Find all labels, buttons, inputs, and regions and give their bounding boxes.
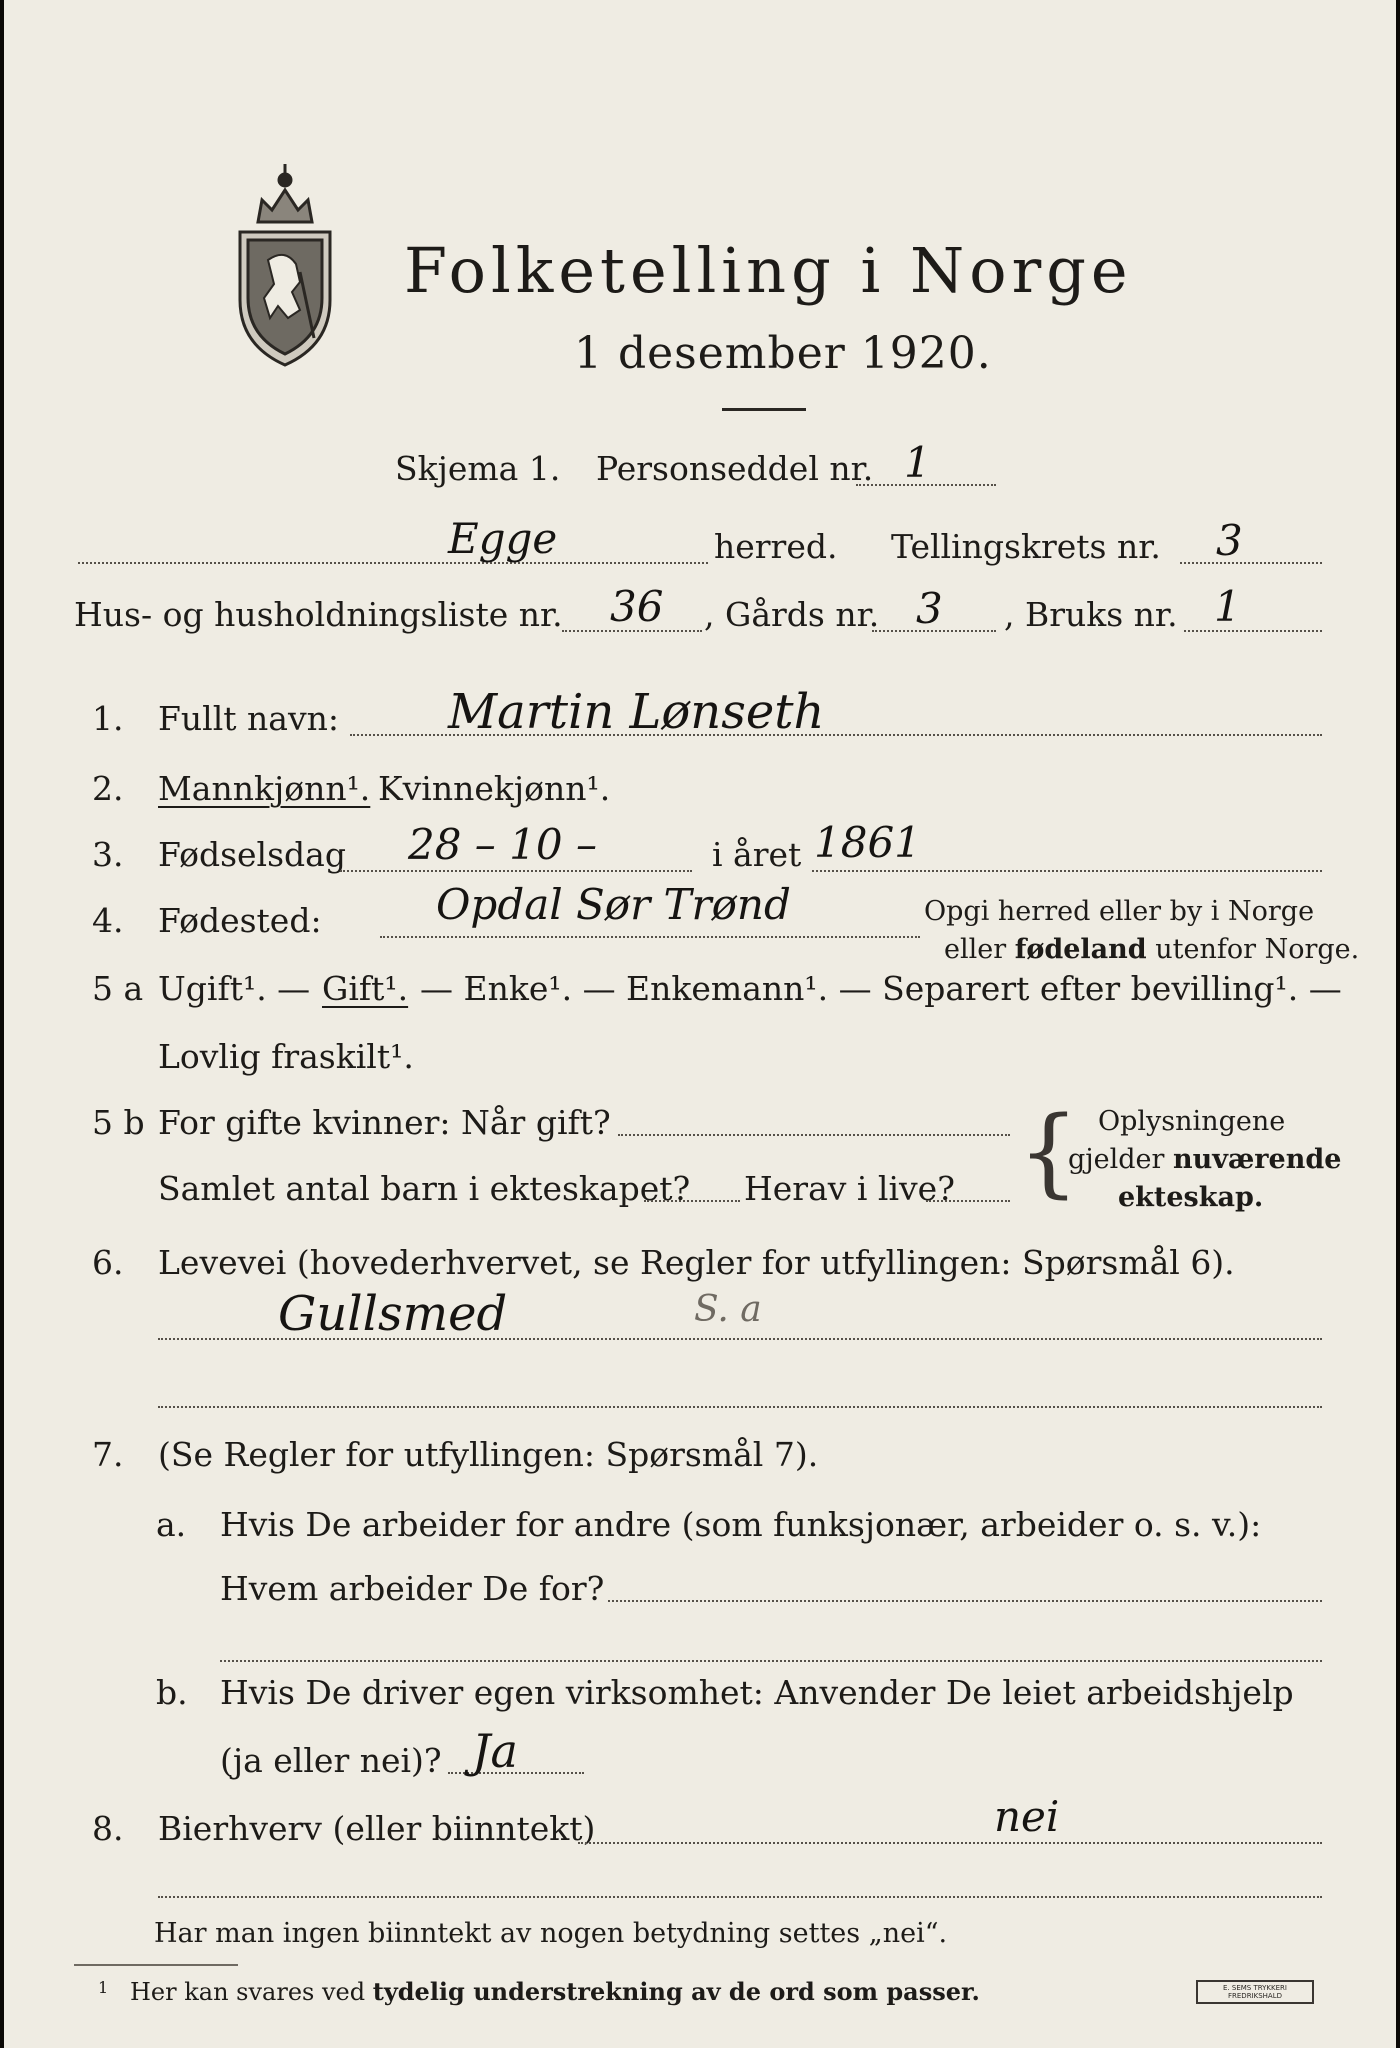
q5b-note2-pre: gjelder bbox=[1068, 1144, 1174, 1175]
q1-number: 1. bbox=[92, 699, 124, 738]
q7-number: 7. bbox=[92, 1435, 124, 1474]
title-divider bbox=[722, 408, 806, 411]
q4-note-line1: Opgi herred eller by i Norge bbox=[924, 896, 1315, 927]
q8-label: Bierhverv (eller biinntekt) bbox=[158, 1809, 596, 1848]
q2-female-option: Kvinnekjønn¹. bbox=[378, 769, 611, 808]
footnote-pre: Her kan svares ved bbox=[130, 1978, 373, 2006]
bruks-line bbox=[1184, 630, 1322, 632]
printer-line1: E. SEMS TRYKKERI bbox=[1223, 1984, 1287, 1992]
q5b-note2 bbox=[1068, 1146, 1341, 1173]
personseddel-label: Personseddel nr. bbox=[596, 449, 874, 488]
printer-stamp bbox=[1196, 1980, 1314, 2004]
q4-number: 4. bbox=[92, 901, 124, 940]
q4-line bbox=[380, 936, 920, 938]
q7b-yesno-label: (ja eller nei)? bbox=[220, 1741, 442, 1780]
gards-value: 3 bbox=[916, 584, 943, 633]
q7a-employer-line bbox=[608, 1600, 1322, 1602]
q3-year-line bbox=[812, 870, 1322, 872]
q5b-children-label: Samlet antal barn i ekteskapet? bbox=[158, 1169, 691, 1208]
q7-label: (Se Regler for utfyllingen: Spørsmål 7). bbox=[158, 1435, 819, 1474]
q7a-employer-label: Hvem arbeider De for? bbox=[220, 1569, 605, 1608]
q7a-employer-line2 bbox=[220, 1660, 1322, 1662]
q5a-fraskilt-option: Lovlig fraskilt¹. bbox=[158, 1037, 414, 1076]
q5b-alive-line bbox=[926, 1200, 1010, 1202]
q8-line bbox=[578, 1842, 1322, 1844]
q5b-married-line bbox=[618, 1134, 1010, 1136]
q4-birthplace-value: Opdal Sør Trønd bbox=[436, 880, 791, 929]
q5b-children-line bbox=[644, 1200, 740, 1202]
q5b-label: For gifte kvinner: Når gift? bbox=[158, 1103, 611, 1142]
tellingskrets-line bbox=[1180, 562, 1322, 564]
footer-note: Har man ingen biinntekt av nogen betydning settes „nei“. bbox=[154, 1918, 948, 1949]
skjema-label: Skjema 1. bbox=[395, 449, 561, 488]
q6-line2 bbox=[158, 1406, 1322, 1408]
q7b-label: Hvis De driver egen virksomhet: Anvender De leiet arbeidshjelp bbox=[220, 1673, 1294, 1712]
footnote-mark: 1 bbox=[98, 1978, 109, 1997]
footnote-divider bbox=[74, 1964, 238, 1966]
q4-label: Fødested: bbox=[158, 901, 322, 940]
q1-name-value: Martin Lønseth bbox=[448, 684, 825, 740]
q6-occupation-value: Gullsmed bbox=[278, 1286, 508, 1342]
herred-line bbox=[78, 562, 708, 564]
herred-value: Egge bbox=[448, 514, 558, 563]
q5b-alive-label: Herav i live? bbox=[744, 1169, 955, 1208]
tellingskrets-label: Tellingskrets nr. bbox=[891, 527, 1161, 566]
q4-note-post: utenfor Norge. bbox=[1146, 934, 1360, 965]
q5a-ugift-option: Ugift¹. — bbox=[158, 969, 311, 1008]
q4-note-bold: fødeland bbox=[1014, 934, 1147, 965]
q1-label: Fullt navn: bbox=[158, 699, 339, 738]
q2-male-option: Mannkjønn¹. bbox=[158, 769, 371, 808]
footnote-text bbox=[130, 1977, 980, 2006]
q7b-yesno-value: Ja bbox=[472, 1724, 518, 1778]
q3-year-value: 1861 bbox=[814, 818, 921, 867]
bruks-label: , Bruks nr. bbox=[1004, 595, 1178, 634]
q6-number: 6. bbox=[92, 1243, 124, 1282]
printer-line2: FREDRIKSHALD bbox=[1227, 1992, 1282, 2000]
q5b-note3: ekteskap. bbox=[1118, 1182, 1264, 1213]
personseddel-value: 1 bbox=[904, 438, 931, 487]
gards-label: , Gårds nr. bbox=[704, 595, 880, 634]
norwegian-coat-of-arms-icon bbox=[230, 160, 340, 370]
q3-birthday-value: 28 – 10 – bbox=[408, 820, 597, 869]
q7a-number: a. bbox=[156, 1505, 187, 1544]
q7b-number: b. bbox=[156, 1673, 188, 1712]
q5b-note1: Oplysningene bbox=[1098, 1106, 1286, 1137]
q5b-number: 5 b bbox=[92, 1103, 145, 1142]
q3-label: Fødselsdag bbox=[158, 835, 346, 874]
q5a-gift-option: Gift¹. bbox=[322, 969, 409, 1008]
q3-year-label: i året bbox=[712, 835, 802, 874]
q6-label: Levevei (hovederhvervet, se Regler for utfyllingen: Spørsmål 6). bbox=[158, 1243, 1235, 1282]
herred-label: herred. bbox=[714, 527, 838, 566]
husliste-label: Hus- og husholdningsliste nr. bbox=[74, 595, 563, 634]
page-title: Folketelling i Norge bbox=[404, 234, 1133, 307]
q8-line2 bbox=[158, 1896, 1322, 1898]
husliste-value: 36 bbox=[610, 582, 664, 631]
q8-sideincome-value: nei bbox=[994, 1792, 1060, 1841]
q4-note-pre: eller bbox=[944, 934, 1015, 965]
q6-occupation-suffix: S. a bbox=[694, 1289, 762, 1330]
q8-number: 8. bbox=[92, 1809, 124, 1848]
q3-number: 3. bbox=[92, 835, 124, 874]
q3-line bbox=[340, 870, 692, 872]
q5a-other-options: — Enke¹. — Enkemann¹. — Separert efter bevilling¹. — bbox=[420, 969, 1342, 1008]
census-form bbox=[4, 0, 1396, 2048]
q5a-number: 5 a bbox=[92, 969, 144, 1008]
q5b-brace: { bbox=[1018, 1096, 1080, 1208]
footnote-bold: tydelig understrekning av de ord som passer. bbox=[372, 1977, 980, 2006]
q5b-note2-bold: nuværende bbox=[1173, 1144, 1342, 1175]
tellingskrets-value: 3 bbox=[1216, 516, 1243, 565]
bruks-value: 1 bbox=[1214, 582, 1241, 631]
q7a-label: Hvis De arbeider for andre (som funksjonær, arbeider o. s. v.): bbox=[220, 1505, 1262, 1544]
q2-number: 2. bbox=[92, 769, 124, 808]
q4-note-line2 bbox=[944, 936, 1359, 963]
census-date: 1 desember 1920. bbox=[574, 328, 992, 379]
